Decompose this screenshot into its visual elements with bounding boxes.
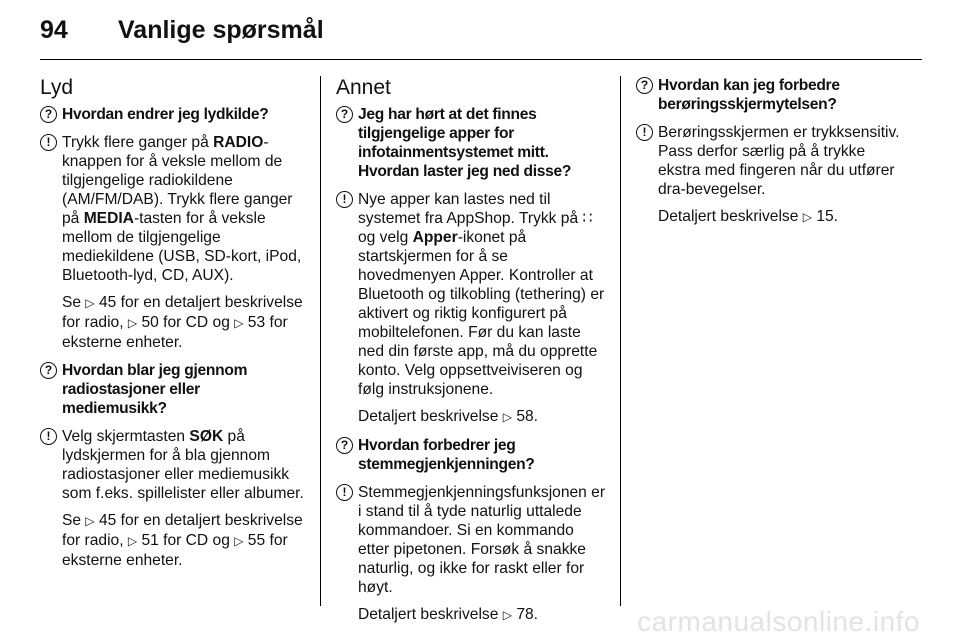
answer-reference: Se ▷ 45 for en detaljert beskrivelse for radio, ▷ 50 for CD og ▷ 53 for eksterne enheter. [62,294,303,351]
page-title: Vanlige spørsmål [118,15,324,44]
column-2 [336,76,606,634]
question-text: Hvordan forbedrer jeg stemmegjenkjenningen? [358,437,535,473]
exclamation-icon: ! [40,428,57,445]
answer-reference: Detaljert beskrivelse ▷ 78. [358,606,539,623]
radio-key: RADIO [213,134,264,151]
column-divider-1 [320,76,321,606]
exclamation-icon: ! [336,484,353,501]
page-ref-icon: ▷ [502,410,512,424]
question-icon: ? [40,362,57,379]
page-number: 94 [40,15,68,44]
exclamation-icon: ! [336,191,353,208]
page-ref-icon: ▷ [85,296,95,310]
question-item [636,76,906,114]
question-text: Hvordan endrer jeg lydkilde? [62,106,269,123]
answer-paragraph: Trykk flere ganger på RADIO-knappen for å veksle mellom de tilgjengelige radiokildene (AM/FM/DAB). Trykk flere ganger på MEDIA-tasten for å veksle mellom de tilgjengelige mediekildene (USB, SD-kort, iPod, Bluetooth-lyd, CD, AUX). [62,134,302,284]
answer-paragraph: Stemmegjenkjenningsfunksjonen er i stand til å tyde naturlig uttalede kommandoer. Si en kommando etter pipetonen. Forsøk å snakke naturlig, og ikke for raskt eller for høyt. [358,484,606,596]
column-divider-2 [620,76,621,606]
media-key: MEDIA [83,210,134,227]
answer-item [40,427,308,570]
question-text: Hvordan kan jeg forbedre berøringsskjermytelsen? [658,77,840,113]
answer-reference: Detaljert beskrivelse ▷ 58. [358,408,539,425]
watermark: carmanualsonline.info [637,606,920,637]
page-ref-icon: ▷ [234,534,244,548]
answer-item [636,123,906,227]
column-3 [636,76,906,236]
question-icon: ? [636,77,653,94]
page-header [40,10,324,50]
exclamation-icon: ! [636,124,653,141]
question-text: Jeg har hørt at det finnes tilgjengelige apper for infotainmentsystemet mitt. Hvordan laster jeg ned disse? [358,106,572,180]
section-title-annet: Annet [336,76,391,99]
header-divider [40,59,922,60]
answer-paragraph: Velg skjermtasten SØK på lydskjermen for å bla gjennom radiostasjoner eller mediemusikk som f.eks. spillelister eller albumer. [62,428,304,502]
question-icon: ? [40,106,57,123]
answer-reference: Se ▷ 45 for en detaljert beskrivelse for radio, ▷ 51 for CD og ▷ 55 for eksterne enheter. [62,512,303,569]
page-ref-icon: ▷ [234,316,244,330]
exclamation-icon: ! [40,134,57,151]
question-text: Hvordan blar jeg gjennom radiostasjoner eller mediemusikk? [62,362,248,417]
answer-paragraph: Nye apper kan lastes ned til systemet fra AppShop. Trykk på ∷ og velg Apper-ikonet på startskjermen for å se hovedmenyen Apper. Kontroller at Bluetooth og tilkobling (tethering) er aktivert og riktig konfigurert på mobiltelefonen. Før du kan laste ned din første app, må du opprette konto. Velg oppsettveiviseren og følg instruksjonene. [358,191,605,398]
question-icon: ? [336,437,353,454]
sok-key: SØK [189,428,224,445]
page-ref-icon: ▷ [85,514,95,528]
home-grid-icon: ∷ [582,210,593,227]
answer-paragraph: Berøringsskjermen er trykksensitiv. Pass derfor særlig på å trykke ekstra med fingeren når du utfører dra-bevegelser. [658,124,900,198]
answer-item [336,483,606,625]
page-ref-icon: ▷ [502,608,512,622]
answer-reference: Detaljert beskrivelse ▷ 15. [658,208,839,225]
question-item [336,105,606,181]
answer-item [40,133,308,352]
page-ref-icon: ▷ [127,534,138,548]
answer-item [336,190,606,427]
question-item [40,105,308,124]
question-icon: ? [336,106,353,123]
page-ref-icon: ▷ [802,210,812,224]
page-ref-icon: ▷ [127,316,138,330]
question-item [336,436,606,474]
column-1 [40,76,308,579]
question-item [40,361,308,418]
apper-key: Apper [412,229,458,246]
section-title-lyd: Lyd [40,76,74,99]
